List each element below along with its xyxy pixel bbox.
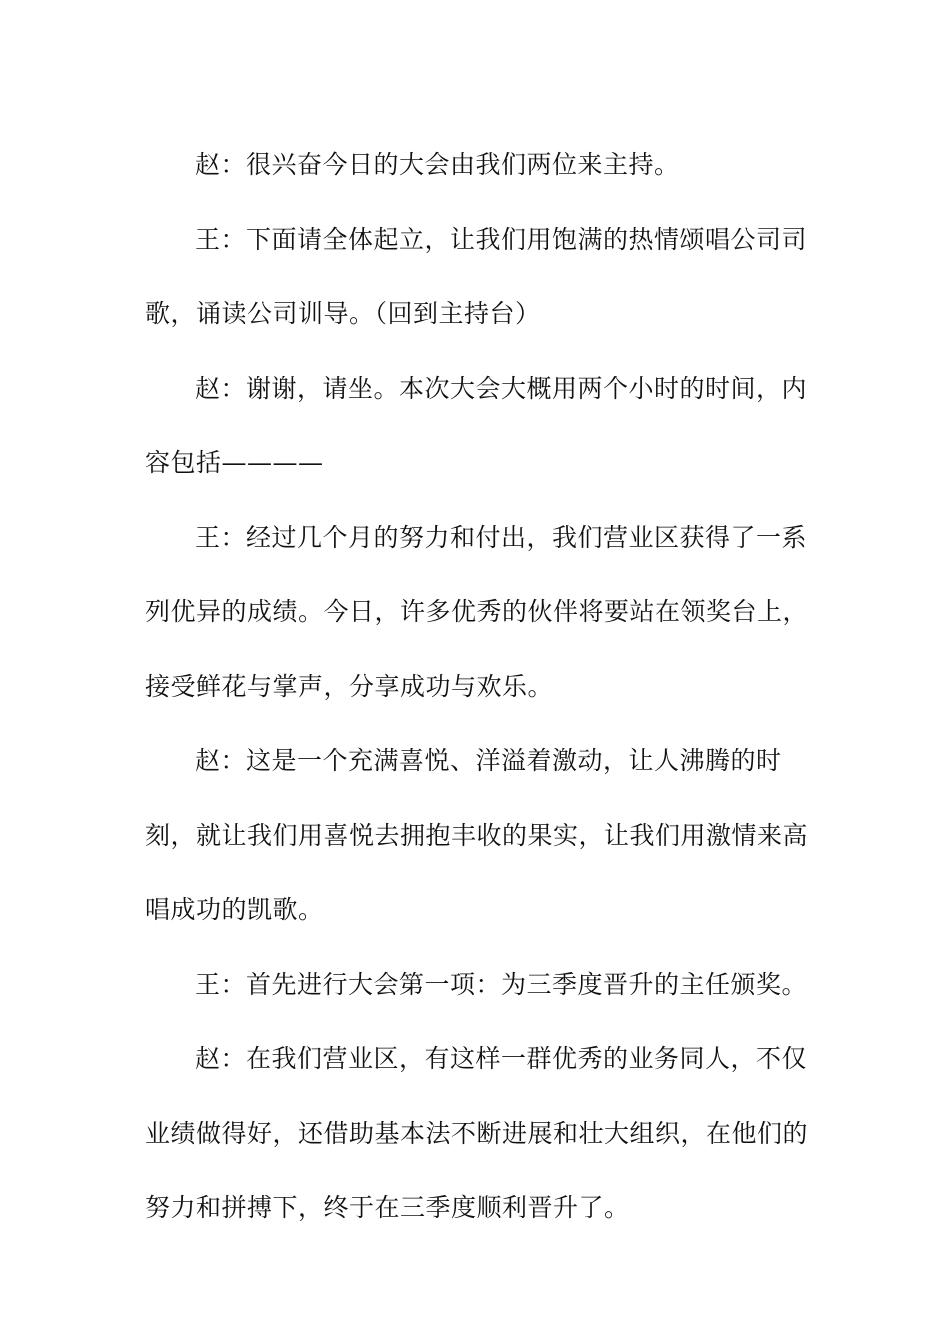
paragraph-4: 王：经过几个月的努力和付出，我们营业区获得了一系列优异的成绩。今日，许多优秀的伙伴将要站在领奖台上，接受鲜花与掌声，分享成功与欢乐。 [145,522,809,701]
document-body [145,128,810,1246]
paragraph-5: 赵：这是一个充满喜悦、洋溢着激动，让人沸腾的时刻，就让我们用喜悦去拥抱丰收的果实，让我们用激情来高唱成功的凯歌。 [145,746,809,924]
paragraph-6: 王：首先进行大会第一项：为三季度晋升的主任颁奖。 [195,969,808,999]
paragraph-2: 王：下面请全体起立，让我们用饱满的热情颂唱公司司歌，诵读公司训导。（回到主持台） [145,224,808,328]
paragraph-3: 赵：谢谢，请坐。本次大会大概用两个小时的时间，内容包括———— [145,373,808,477]
paragraph-7: 赵：在我们营业区，有这样一群优秀的业务同人，不仅业绩做得好，还借助基本法不断进展和壮大组织，在他们的努力和拼搏下，终于在三季度顺利晋升了。 [145,1044,809,1222]
paragraph-1: 赵：很兴奋今日的大会由我们两位来主持。 [195,150,680,179]
